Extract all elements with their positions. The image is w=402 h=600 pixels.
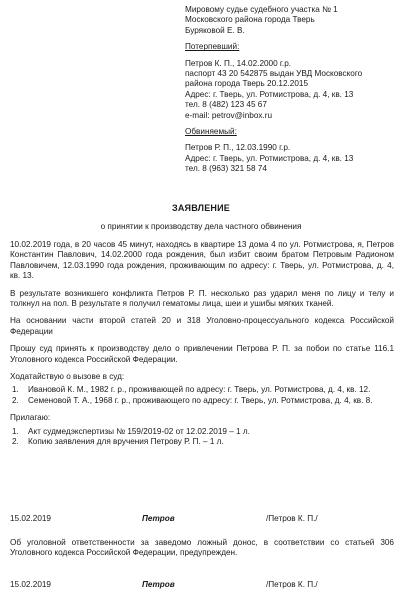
list-item [10, 396, 394, 406]
document-body [10, 240, 394, 455]
list-text: Акт судмедэкспертизы № 159/2019-02 от 12.02.2019 – 1 л. [28, 426, 250, 436]
document-subtitle: о принятии к производству дела частного обвинения [100, 222, 302, 231]
accused-name: Петров Р. П., 12.03.1990 г.р. [185, 143, 291, 153]
false-report-warning: Об уголовной ответственности за заведомо ложный донос, в соответствии со статьей 306 Уголовного кодекса Российской Федерации, предупрежден. [10, 538, 394, 558]
signature-date: 15.02.2019 [10, 514, 51, 523]
paragraph: 10.02.2019 года, в 20 часов 45 минут, находясь в квартире 13 дома 4 по ул. Ротмистрова, я, Петров Константин Павлович, 14.02.2000 года рождения, был избит своим братом Петровым Радионом Павловичем, 12.03.1990 года рождения, проживающим по адресу: г. Тверь, ул. Ротмистрова, д. 4, кв. 13. [10, 240, 394, 281]
list-text: Копию заявления для вручения Петрову Р. П. – 1 л. [28, 437, 224, 447]
list-item [10, 427, 394, 437]
paragraph: Прошу суд принять к производству дело о привлечении Петрова Р. П. за побои по статье 116.1 Уголовного кодекса Российской Федерации. [10, 344, 394, 364]
signature-date: 15.02.2019 [10, 580, 51, 589]
court-line: Московского района города Тверь [185, 15, 315, 25]
list-number: 1. [12, 426, 19, 436]
addressee-block [185, 5, 397, 175]
signature-full-name: /Петров К. П./ [266, 514, 318, 523]
accused-phone: тел. 8 (963) 321 58 74 [185, 164, 267, 174]
list-number: 2. [12, 395, 19, 405]
list-text: Семеновой Т. А., 1968 г. р., проживающего по адресу: г. Тверь, ул. Ротмистрова, д. 4, кв. 8. [28, 395, 373, 405]
attach-label: Прилагаю: [10, 413, 51, 423]
signature: Петров [142, 580, 175, 589]
attachment-list [10, 427, 394, 448]
document-title: ЗАЯВЛЕНИЕ [172, 203, 230, 213]
victim-passport: района города Тверь 20.12.2015 [185, 79, 308, 89]
court-line: Мировому судье судебного участка № 1 [185, 5, 338, 14]
victim-phone: тел. 8 (482) 123 45 67 [185, 100, 267, 110]
judge-name: Буряковой Е. В. [185, 25, 245, 35]
list-number: 1. [12, 385, 19, 395]
victim-passport: паспорт 43 20 542875 выдан УВД Московского [185, 69, 363, 79]
list-number: 2. [12, 437, 19, 447]
list-text: Ивановой К. М., 1982 г. р., проживающей по адресу: г. Тверь, ул. Ротмистрова, д. 4, кв. 12. [28, 385, 371, 395]
victim-label: Потерпевший: [185, 42, 240, 52]
victim-address: Адрес: г. Тверь, ул. Ротмистрова, д. 4, кв. 13 [185, 89, 354, 99]
victim-email: e-mail: petrov@inbox.ru [185, 110, 273, 120]
signature: Петров [142, 514, 175, 523]
victim-name: Петров К. П., 14.02.2000 г.р. [185, 58, 292, 68]
witness-list [10, 385, 394, 406]
signature-row [10, 514, 394, 525]
paragraph: В результате возникшего конфликта Петров Р. П. несколько раз ударил меня по лицу и телу и толкнул на пол. В результате я получил гематомы лица, шеи и ушибы мягких тканей. [10, 288, 394, 309]
signature-row [10, 580, 394, 591]
list-item [10, 385, 394, 395]
accused-label: Обвиняемый: [185, 127, 237, 137]
accused-address: Адрес: г. Тверь, ул. Ротмистрова, д. 4, кв. 13 [185, 153, 354, 163]
signature-full-name: /Петров К. П./ [266, 580, 318, 589]
paragraph: На основании части второй статей 20 и 318 Уголовно-процессуального кодекса Российской Федерации [10, 316, 394, 336]
witness-label: Ходатайствую о вызове в суд: [10, 372, 125, 382]
list-item [10, 437, 394, 447]
